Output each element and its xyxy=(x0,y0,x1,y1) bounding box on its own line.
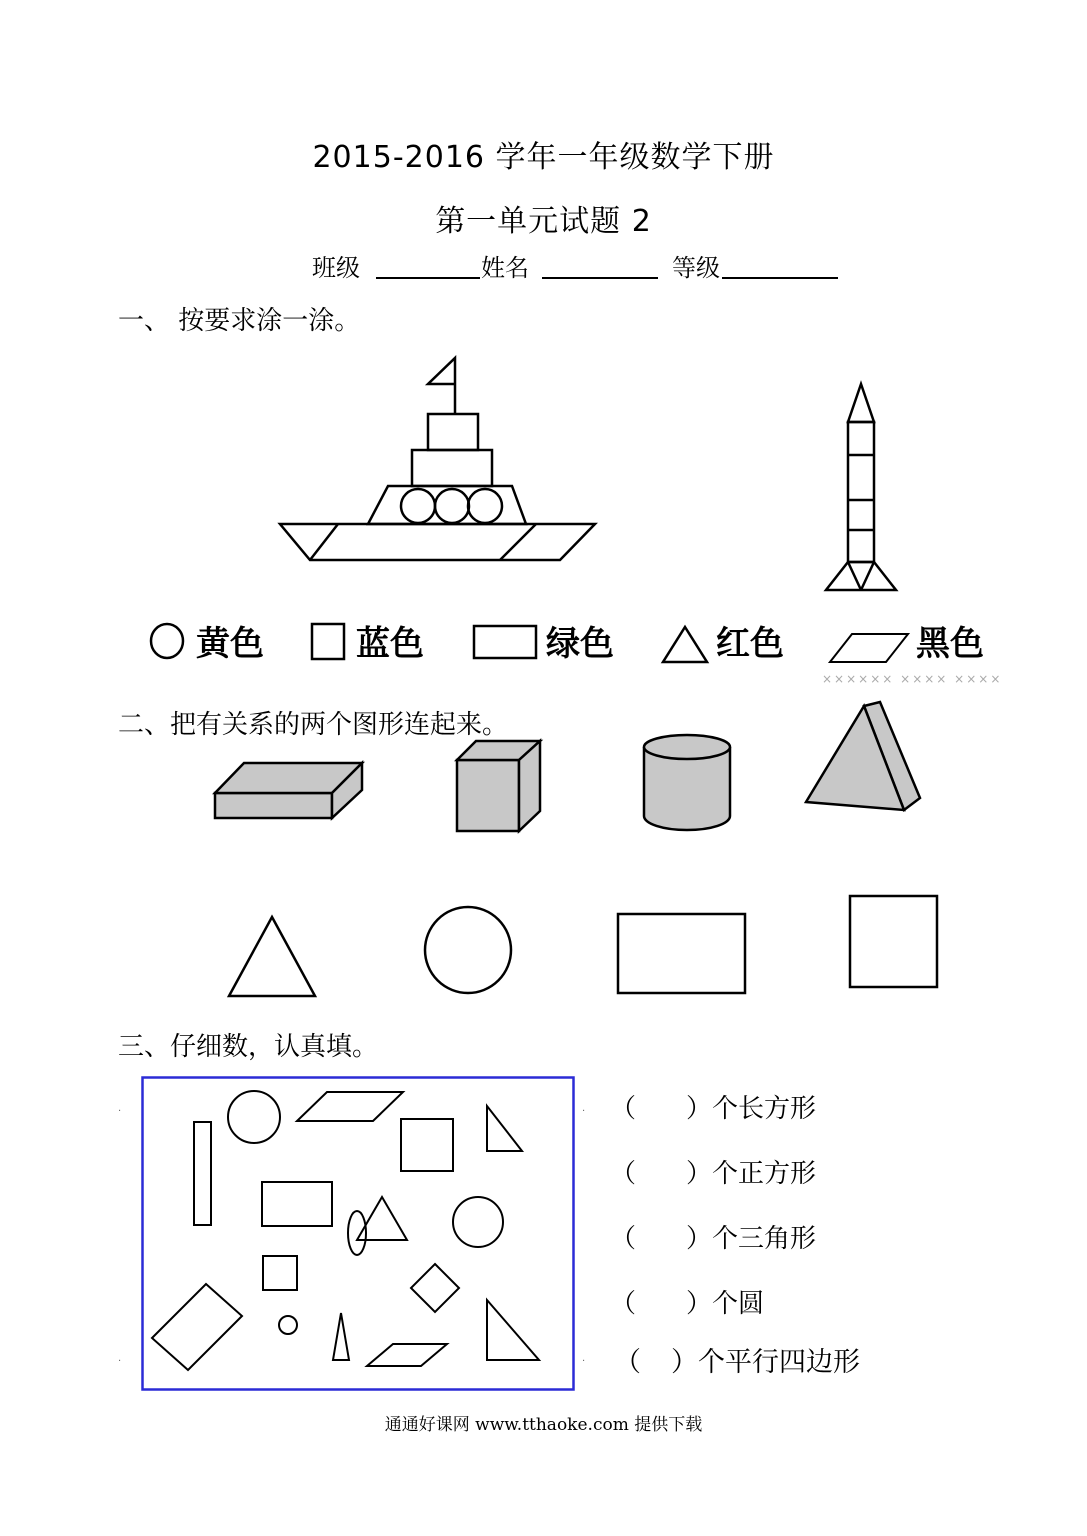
rectangle-icon xyxy=(472,624,538,660)
name-field[interactable] xyxy=(542,277,658,279)
answer-rectangles[interactable] xyxy=(610,1088,816,1125)
answer-close-paren: ） xyxy=(671,1347,698,1378)
count-circle xyxy=(453,1197,503,1247)
answer-circles[interactable] xyxy=(610,1283,764,1320)
counting-box xyxy=(141,1076,576,1392)
legend-black: 黑色 xyxy=(916,624,984,664)
triangular-prism-solid[interactable] xyxy=(802,700,926,814)
square-icon xyxy=(310,622,346,662)
count-parallelogram xyxy=(297,1092,403,1121)
answer-text: 个平行四边形 xyxy=(698,1347,860,1378)
answer-open-paren: （ xyxy=(610,1289,637,1319)
scan-watermark: ×××××× ×××× ×××× xyxy=(822,672,1003,686)
answer-text: 个长方形 xyxy=(712,1094,817,1124)
page-title: 2015-2016 学年一年级数学下册 xyxy=(312,140,775,175)
flat-triangle[interactable] xyxy=(226,914,318,1000)
answer-text: 个三角形 xyxy=(712,1224,817,1254)
legend-yellow: 黄色 xyxy=(196,624,264,664)
triangle-icon xyxy=(660,624,710,664)
margin-dot: · xyxy=(582,1106,586,1117)
answer-close-paren: ） xyxy=(686,1094,713,1124)
page-subtitle: 第一单元试题 2 xyxy=(435,204,652,239)
answer-text: 个圆 xyxy=(712,1289,765,1319)
count-ellipse xyxy=(348,1211,366,1255)
flat-rectangle[interactable] xyxy=(616,912,748,996)
margin-dot: · xyxy=(582,1356,586,1367)
class-field[interactable] xyxy=(376,277,480,279)
legend-green: 绿色 xyxy=(546,624,614,664)
legend-blue: 蓝色 xyxy=(356,624,424,664)
answer-triangles[interactable] xyxy=(610,1218,816,1255)
count-rectangle xyxy=(194,1122,211,1225)
answer-open-paren: （ xyxy=(610,1224,637,1254)
answer-close-paren: ） xyxy=(686,1289,713,1319)
flat-square[interactable] xyxy=(848,894,940,990)
count-circle xyxy=(228,1091,280,1143)
count-circle xyxy=(279,1316,297,1334)
cylinder-solid[interactable] xyxy=(640,732,734,834)
answer-squares[interactable] xyxy=(610,1153,816,1190)
count-parallelogram xyxy=(367,1344,447,1366)
circle-icon xyxy=(150,622,186,660)
answer-parallelograms[interactable] xyxy=(614,1340,860,1379)
margin-dot: · xyxy=(118,1106,122,1117)
section1-heading: 一、 按要求涂一涂。 xyxy=(118,306,361,336)
count-triangle xyxy=(487,1106,522,1151)
footer-credit: 通通好课网 www.tthaoke.com 提供下载 xyxy=(384,1415,703,1435)
section3-heading: 三、仔细数，认真填。 xyxy=(118,1032,379,1062)
parallelogram-icon xyxy=(828,632,910,664)
count-triangle xyxy=(333,1313,349,1360)
legend-red: 红色 xyxy=(716,624,784,664)
answer-text: 个正方形 xyxy=(712,1159,817,1189)
ship-figure xyxy=(270,350,610,570)
count-square xyxy=(263,1256,297,1290)
grade-label: 等级 xyxy=(672,254,720,282)
answer-open-paren: （ xyxy=(610,1159,637,1189)
answer-open-paren: （ xyxy=(614,1347,641,1378)
cube-solid[interactable] xyxy=(454,738,546,834)
name-label: 姓名 xyxy=(481,254,529,282)
answer-open-paren: （ xyxy=(610,1094,637,1124)
count-square xyxy=(401,1119,453,1171)
flat-circle[interactable] xyxy=(422,904,514,996)
count-rectangle xyxy=(152,1284,242,1370)
answer-close-paren: ） xyxy=(686,1159,713,1189)
cuboid-solid[interactable] xyxy=(212,755,368,823)
count-rectangle xyxy=(262,1182,332,1226)
grade-field[interactable] xyxy=(722,277,838,279)
margin-dot: · xyxy=(118,1356,122,1367)
answer-close-paren: ） xyxy=(686,1224,713,1254)
count-triangle xyxy=(487,1300,539,1360)
count-square xyxy=(411,1264,459,1312)
rocket-figure xyxy=(820,380,910,595)
class-label: 班级 xyxy=(312,254,360,282)
section2-heading: 二、把有关系的两个图形连起来。 xyxy=(118,710,509,740)
